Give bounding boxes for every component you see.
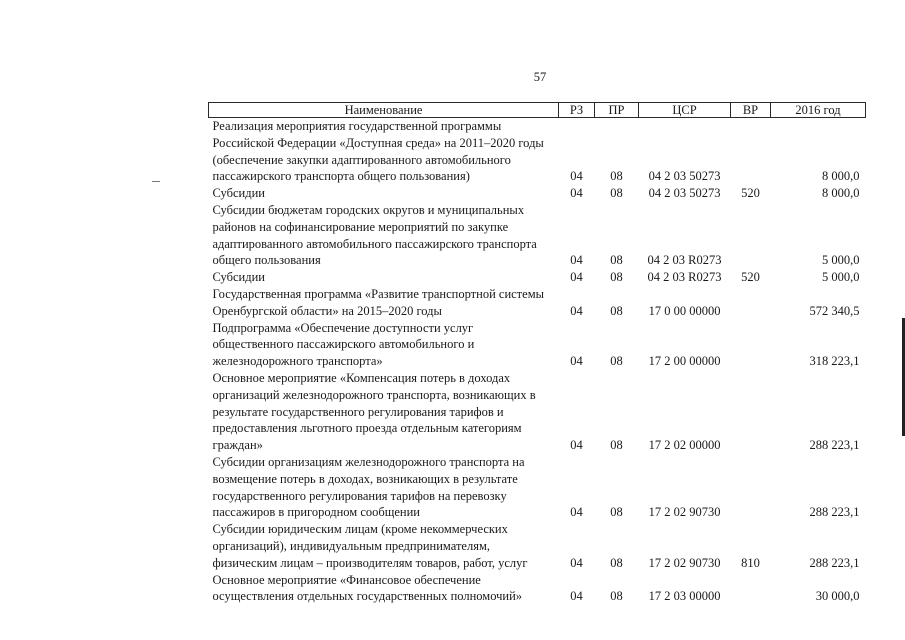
header-name: Наименование	[209, 103, 559, 118]
row-name: Субсидии организациям железнодорожного транспорта на возмещение потерь в доходах, возникающих в результате государственного регулирования тарифов на перевозку пассажиров в пригородном сообщении	[212, 454, 525, 520]
row-name: Субсидии юридическим лицам (кроме некоммерческих организаций), индивидуальным предпринимателям, физическим лицам – производителям товаров, работ, услуг	[212, 522, 528, 570]
budget-table	[208, 102, 866, 605]
row-rz: 04	[570, 270, 583, 285]
header-year: 2016 год	[771, 103, 866, 118]
row-name: Подпрограмма «Обеспечение доступности услуг общественного пассажирского автомобильного и железнодорожного транспорта»	[212, 320, 475, 369]
row-name: Субсидии	[212, 186, 265, 201]
row-amount: 8 000,0	[822, 169, 860, 184]
row-amount: 5 000,0	[822, 253, 860, 268]
row-name: Основное мероприятие «Компенсация потерь в доходах организаций железнодорожного транспорта, возникающих в результате государственного регулирования тарифов и предоставления льготного проезда отдельным категориям граждан»	[212, 370, 536, 453]
row-csr: 04 2 03 50273	[648, 186, 721, 201]
table-row	[209, 454, 866, 521]
table-row	[209, 286, 866, 320]
row-name: Субсидии	[212, 270, 265, 285]
page-number: 57	[533, 70, 547, 84]
row-vr: 810	[741, 555, 760, 570]
row-rz: 04	[570, 354, 583, 369]
row-vr	[731, 370, 771, 454]
row-rz: 04	[570, 253, 583, 268]
scan-margin-mark	[152, 181, 160, 182]
row-rz: 04	[570, 555, 583, 570]
header-pr: ПР	[595, 103, 639, 118]
row-name: Государственная программа «Развитие транспортной системы Оренбургской области» на 2015–2020 годы	[212, 286, 545, 318]
row-name: Реализация мероприятия государственной программы Российской Федерации «Доступная среда» на 2011–2020 годы (обеспечение закупки адаптированного автомобильного пассажирского транспорта общего пользования)	[212, 119, 544, 184]
row-name: Основное мероприятие «Финансовое обеспечение осуществления отдельных государственных полномочий»	[212, 572, 523, 604]
table-row	[209, 118, 866, 186]
row-csr: 17 2 03 00000	[648, 589, 721, 604]
row-csr: 17 2 02 00000	[648, 438, 721, 453]
row-vr	[731, 118, 771, 186]
row-rz: 04	[570, 186, 583, 201]
table-row	[209, 320, 866, 370]
row-name: Субсидии бюджетам городских округов и муниципальных районов на софинансирование мероприятий по закупке адаптированного автомобильного пассажирского транспорта общего пользования	[212, 202, 537, 268]
row-rz: 04	[570, 438, 583, 453]
row-csr: 17 2 02 90730	[648, 555, 721, 570]
row-csr: 17 2 00 00000	[648, 354, 721, 369]
row-vr: 520	[741, 186, 760, 201]
table-row	[209, 185, 866, 202]
row-vr	[731, 572, 771, 606]
table-row	[209, 370, 866, 454]
row-pr: 08	[610, 303, 623, 318]
row-pr: 08	[610, 186, 623, 201]
row-pr: 08	[610, 438, 623, 453]
row-vr	[731, 454, 771, 521]
row-pr: 08	[610, 354, 623, 369]
row-amount: 30 000,0	[815, 589, 860, 604]
table-row	[209, 269, 866, 286]
row-csr: 04 2 03 R0273	[647, 270, 722, 285]
row-vr	[731, 286, 771, 320]
row-rz: 04	[570, 303, 583, 318]
header-vr: ВР	[731, 103, 771, 118]
row-pr: 08	[610, 253, 623, 268]
row-csr: 17 2 02 90730	[648, 505, 721, 520]
table-row	[209, 521, 866, 571]
row-rz: 04	[570, 169, 583, 184]
row-vr	[731, 202, 771, 269]
row-pr: 08	[610, 555, 623, 570]
row-pr: 08	[610, 270, 623, 285]
row-csr: 17 0 00 00000	[648, 303, 721, 318]
row-amount: 8 000,0	[822, 186, 860, 201]
row-vr	[731, 320, 771, 370]
row-amount: 572 340,5	[809, 303, 860, 318]
row-rz: 04	[570, 589, 583, 604]
row-amount: 288 223,1	[809, 505, 860, 520]
row-amount: 318 223,1	[809, 354, 860, 369]
table-row	[209, 572, 866, 606]
row-amount: 288 223,1	[809, 438, 860, 453]
row-vr: 520	[741, 270, 760, 285]
table-header-row	[209, 103, 866, 118]
row-pr: 08	[610, 169, 623, 184]
row-amount: 5 000,0	[822, 270, 860, 285]
row-csr: 04 2 03 50273	[648, 169, 721, 184]
row-pr: 08	[610, 589, 623, 604]
row-csr: 04 2 03 R0273	[647, 253, 722, 268]
header-csr: ЦСР	[639, 103, 731, 118]
row-pr: 08	[610, 505, 623, 520]
row-amount: 288 223,1	[809, 555, 860, 570]
header-rz: РЗ	[559, 103, 595, 118]
table-row	[209, 202, 866, 269]
row-rz: 04	[570, 505, 583, 520]
